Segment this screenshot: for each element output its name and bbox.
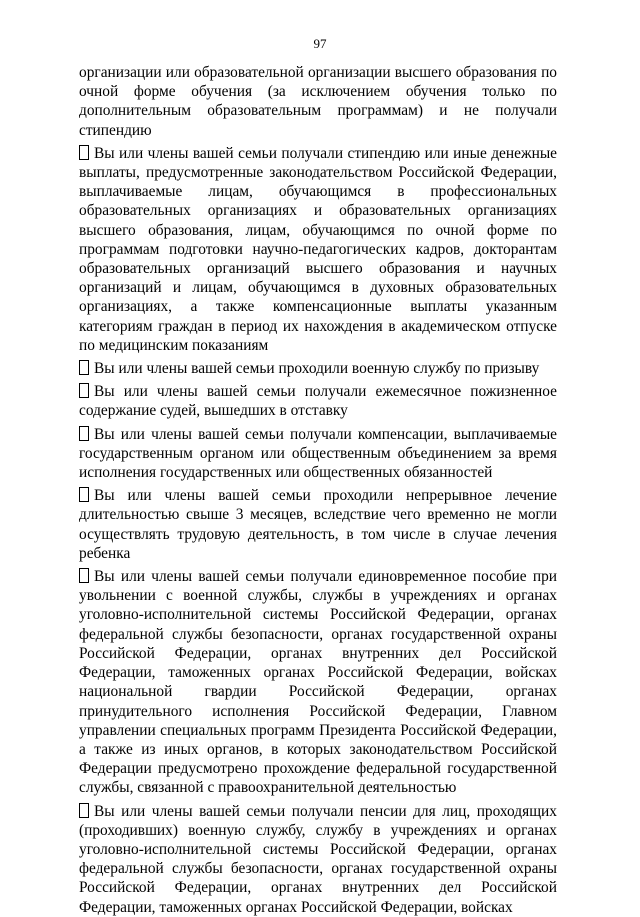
checklist-item-text: Вы или члены вашей семьи проходили непрерывное лечение длительностью свыше 3 месяцев, вследствие чего временно не могли осуществлять трудовую деятельность, в том числе в случае лечения ребенка bbox=[79, 487, 557, 562]
checkbox[interactable] bbox=[79, 487, 89, 502]
checkbox[interactable] bbox=[79, 568, 89, 583]
checklist-item-text: Вы или члены вашей семьи получали компенсации, выплачиваемые государственным органом или общественным объединением за время исполнения государственных или общественных обязанностей bbox=[79, 425, 557, 482]
checkbox[interactable] bbox=[79, 803, 89, 818]
checkbox[interactable] bbox=[79, 145, 89, 160]
checklist-item-text: Вы или члены вашей семьи получали ежемесячное пожизненное содержание судей, вышедших в отставку bbox=[79, 383, 557, 420]
checklist-item bbox=[79, 567, 557, 797]
checkbox[interactable] bbox=[79, 426, 89, 441]
checklist-item bbox=[79, 802, 557, 917]
checklist-item bbox=[79, 382, 557, 420]
document-body bbox=[79, 63, 557, 917]
checklist-item-text: Вы или члены вашей семьи проходили военную службу по призыву bbox=[94, 360, 540, 378]
checklist-item-text: Вы или члены вашей семьи получали стипендию или иные денежные выплаты, предусмотренные законодательством Российской Федерации, выплачиваемые лицам, обучающимся в профессиональных образовательных организациях и образовательных организациях высшего образования, лицам, обучающимся по очной форме по программам подготовки научно-педагогических кадров, докторантам образовательных организаций высшего образования и научных организаций и лицам, обучающимся в духовных образовательных организациях, а также компенсационные выплаты указанным категориям граждан в период их нахождения в академическом отпуске по медицинским показаниям bbox=[79, 144, 557, 354]
checklist-item bbox=[79, 486, 557, 563]
page-number: 97 bbox=[313, 36, 327, 51]
checklist-item bbox=[79, 359, 557, 378]
checklist-item bbox=[79, 144, 557, 355]
checklist-item-text: Вы или члены вашей семьи получали единовременное пособие при увольнении с военной службы, службы в учреждениях и органах уголовно-исполнительной системы Российской Федерации, органах федеральной службы безопасности, органах государственной охраны Российской Федерации, органах внутренних дел Российской Федерации, таможенных органах Российской Федерации, войсках национальной гвардии Российской Федерации, органах принудительного исполнения Российской Федерации, Главном управлении специальных программ Президента Российской Федерации, а также из иных органов, в которых законодательством Российской Федерации предусмотрено прохождение федеральной государственной службы, связанной с правоохранительной деятельностью bbox=[79, 568, 557, 797]
checkbox[interactable] bbox=[79, 383, 89, 398]
checkbox[interactable] bbox=[79, 360, 89, 375]
checklist-item-text: Вы или члены вашей семьи получали пенсии для лиц, проходящих (проходивших) военную службу, службу в учреждениях и органах уголовно-исполнительной системы Российской Федерации, органах федеральной службы безопасности, органах государственной охраны Российской Федерации, органах внутренних дел Российской Федерации, таможенных органах Российской Федерации, войсках bbox=[79, 802, 557, 916]
checklist-item bbox=[79, 425, 557, 483]
intro-paragraph: организации или образовательной организации высшего образования по очной форме обучения (за исключением обучения только по дополнительным образовательным программам) и не получали стипендию bbox=[79, 64, 557, 139]
